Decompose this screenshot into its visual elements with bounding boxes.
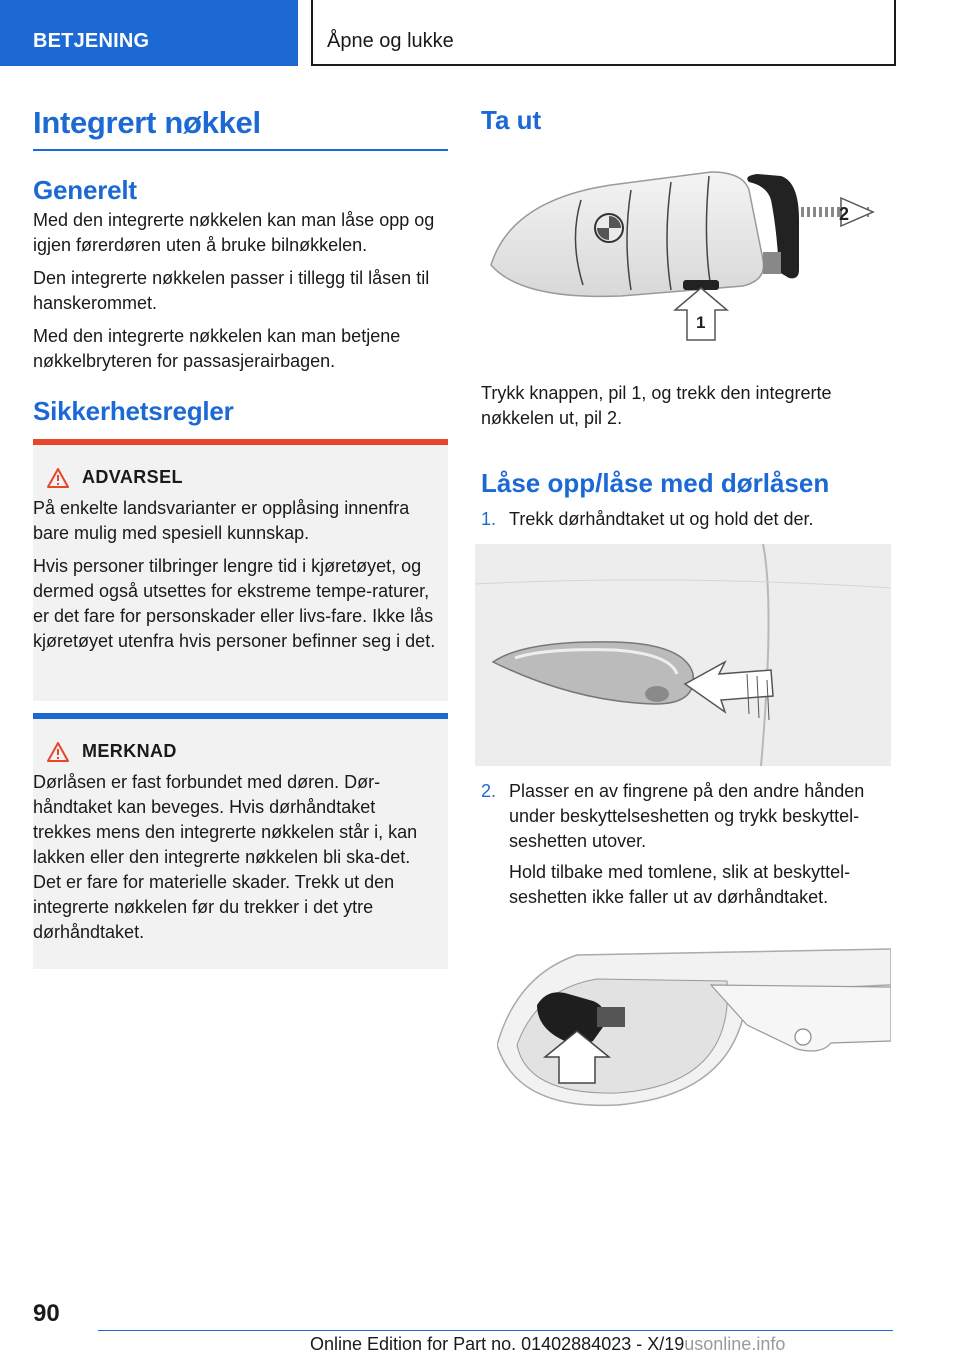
general-paragraph: Med den integrerte nøkkelen kan man låse opp og igjen førerdøren uten å bruke bilnøkkelen. [33, 210, 435, 255]
warning-paragraph: På enkelte landsvarianter er opplåsing innenfra bare mulig med spesiell kunnskap. [33, 498, 410, 543]
step-1 [481, 507, 893, 532]
arrow-1-label: 1 [696, 313, 706, 332]
warning-triangle-icon [47, 468, 69, 488]
general-heading: Generelt [33, 175, 137, 205]
warning-label: ADVARSEL [82, 467, 183, 487]
notice-box [33, 713, 448, 969]
lock-heading: Låse opp/låse med dørlåsen [481, 468, 830, 498]
arrow-2-label: 2 [839, 204, 850, 224]
right-column [481, 105, 893, 136]
warning-paragraph: Hvis personer tilbringer lengre tid i kjøretøyet, og dermed også utsettes for ekstreme tempe-raturer, er det fare for personskader eller livs-fare. Ikke lås kjøretøyet utenfra hvis personer befinner seg i det. [33, 556, 436, 651]
step-number: 1. [481, 509, 497, 529]
footer-edition [310, 1334, 785, 1355]
safety-heading: Sikkerhetsregler [33, 396, 234, 426]
warning-triangle-icon [47, 742, 69, 762]
door-handle-illustration [475, 544, 891, 766]
general-paragraph: Den integrerte nøkkelen passer i tillegg til låsen til hanskerommet. [33, 268, 430, 313]
general-body [33, 208, 448, 374]
chapter-label: Åpne og lukke [327, 30, 454, 52]
step-2-extra: Hold tilbake med tomlene, slik at beskyttel-seshetten ikke faller ut av dørhåndtaket. [509, 862, 851, 907]
step-text: Trekk dørhåndtaket ut og hold det der. [509, 509, 814, 529]
handle-cover-illustration [497, 945, 891, 1110]
footer-divider [98, 1330, 893, 1331]
take-out-heading: Ta ut [481, 105, 542, 135]
chapter-tab [311, 0, 896, 66]
page-number: 90 [33, 1300, 60, 1327]
warning-box [33, 439, 448, 701]
take-out-text: Trykk knappen, pil 1, og trekk den integrerte nøkkelen ut, pil 2. [481, 383, 832, 428]
step-text: Plasser en av fingrene på den andre hånden under beskyttelseshetten og trykk beskyttel-seshetten utover. [509, 781, 865, 851]
left-column [33, 105, 448, 427]
section-tab [0, 0, 298, 66]
edition-text: Online Edition for Part no. 01402884023 - X/19 [310, 1334, 685, 1354]
step-2 [481, 779, 893, 854]
watermark-text: usonline.info [684, 1334, 786, 1354]
page-title: Integrert nøkkel [33, 105, 448, 151]
notice-label: MERKNAD [82, 741, 177, 761]
step-number: 2. [481, 781, 497, 801]
general-paragraph: Med den integrerte nøkkelen kan man betjene nøkkelbryteren for passasjerairbagen. [33, 326, 401, 371]
section-label: BETJENING [33, 30, 150, 52]
notice-paragraph: Dørlåsen er fast forbundet med døren. Dør-håndtaket kan beveges. Hvis dørhåndtaket trekkes mens den integrerte nøkkelen står i, kan lakken eller den integrerte nøkkelen bli ska-det. Det er fare for materielle skader. Trekk ut den integrerte nøkkelen før du trekker i det ytre dørhåndtaket. [33, 772, 418, 942]
key-fob-illustration [481, 160, 891, 360]
